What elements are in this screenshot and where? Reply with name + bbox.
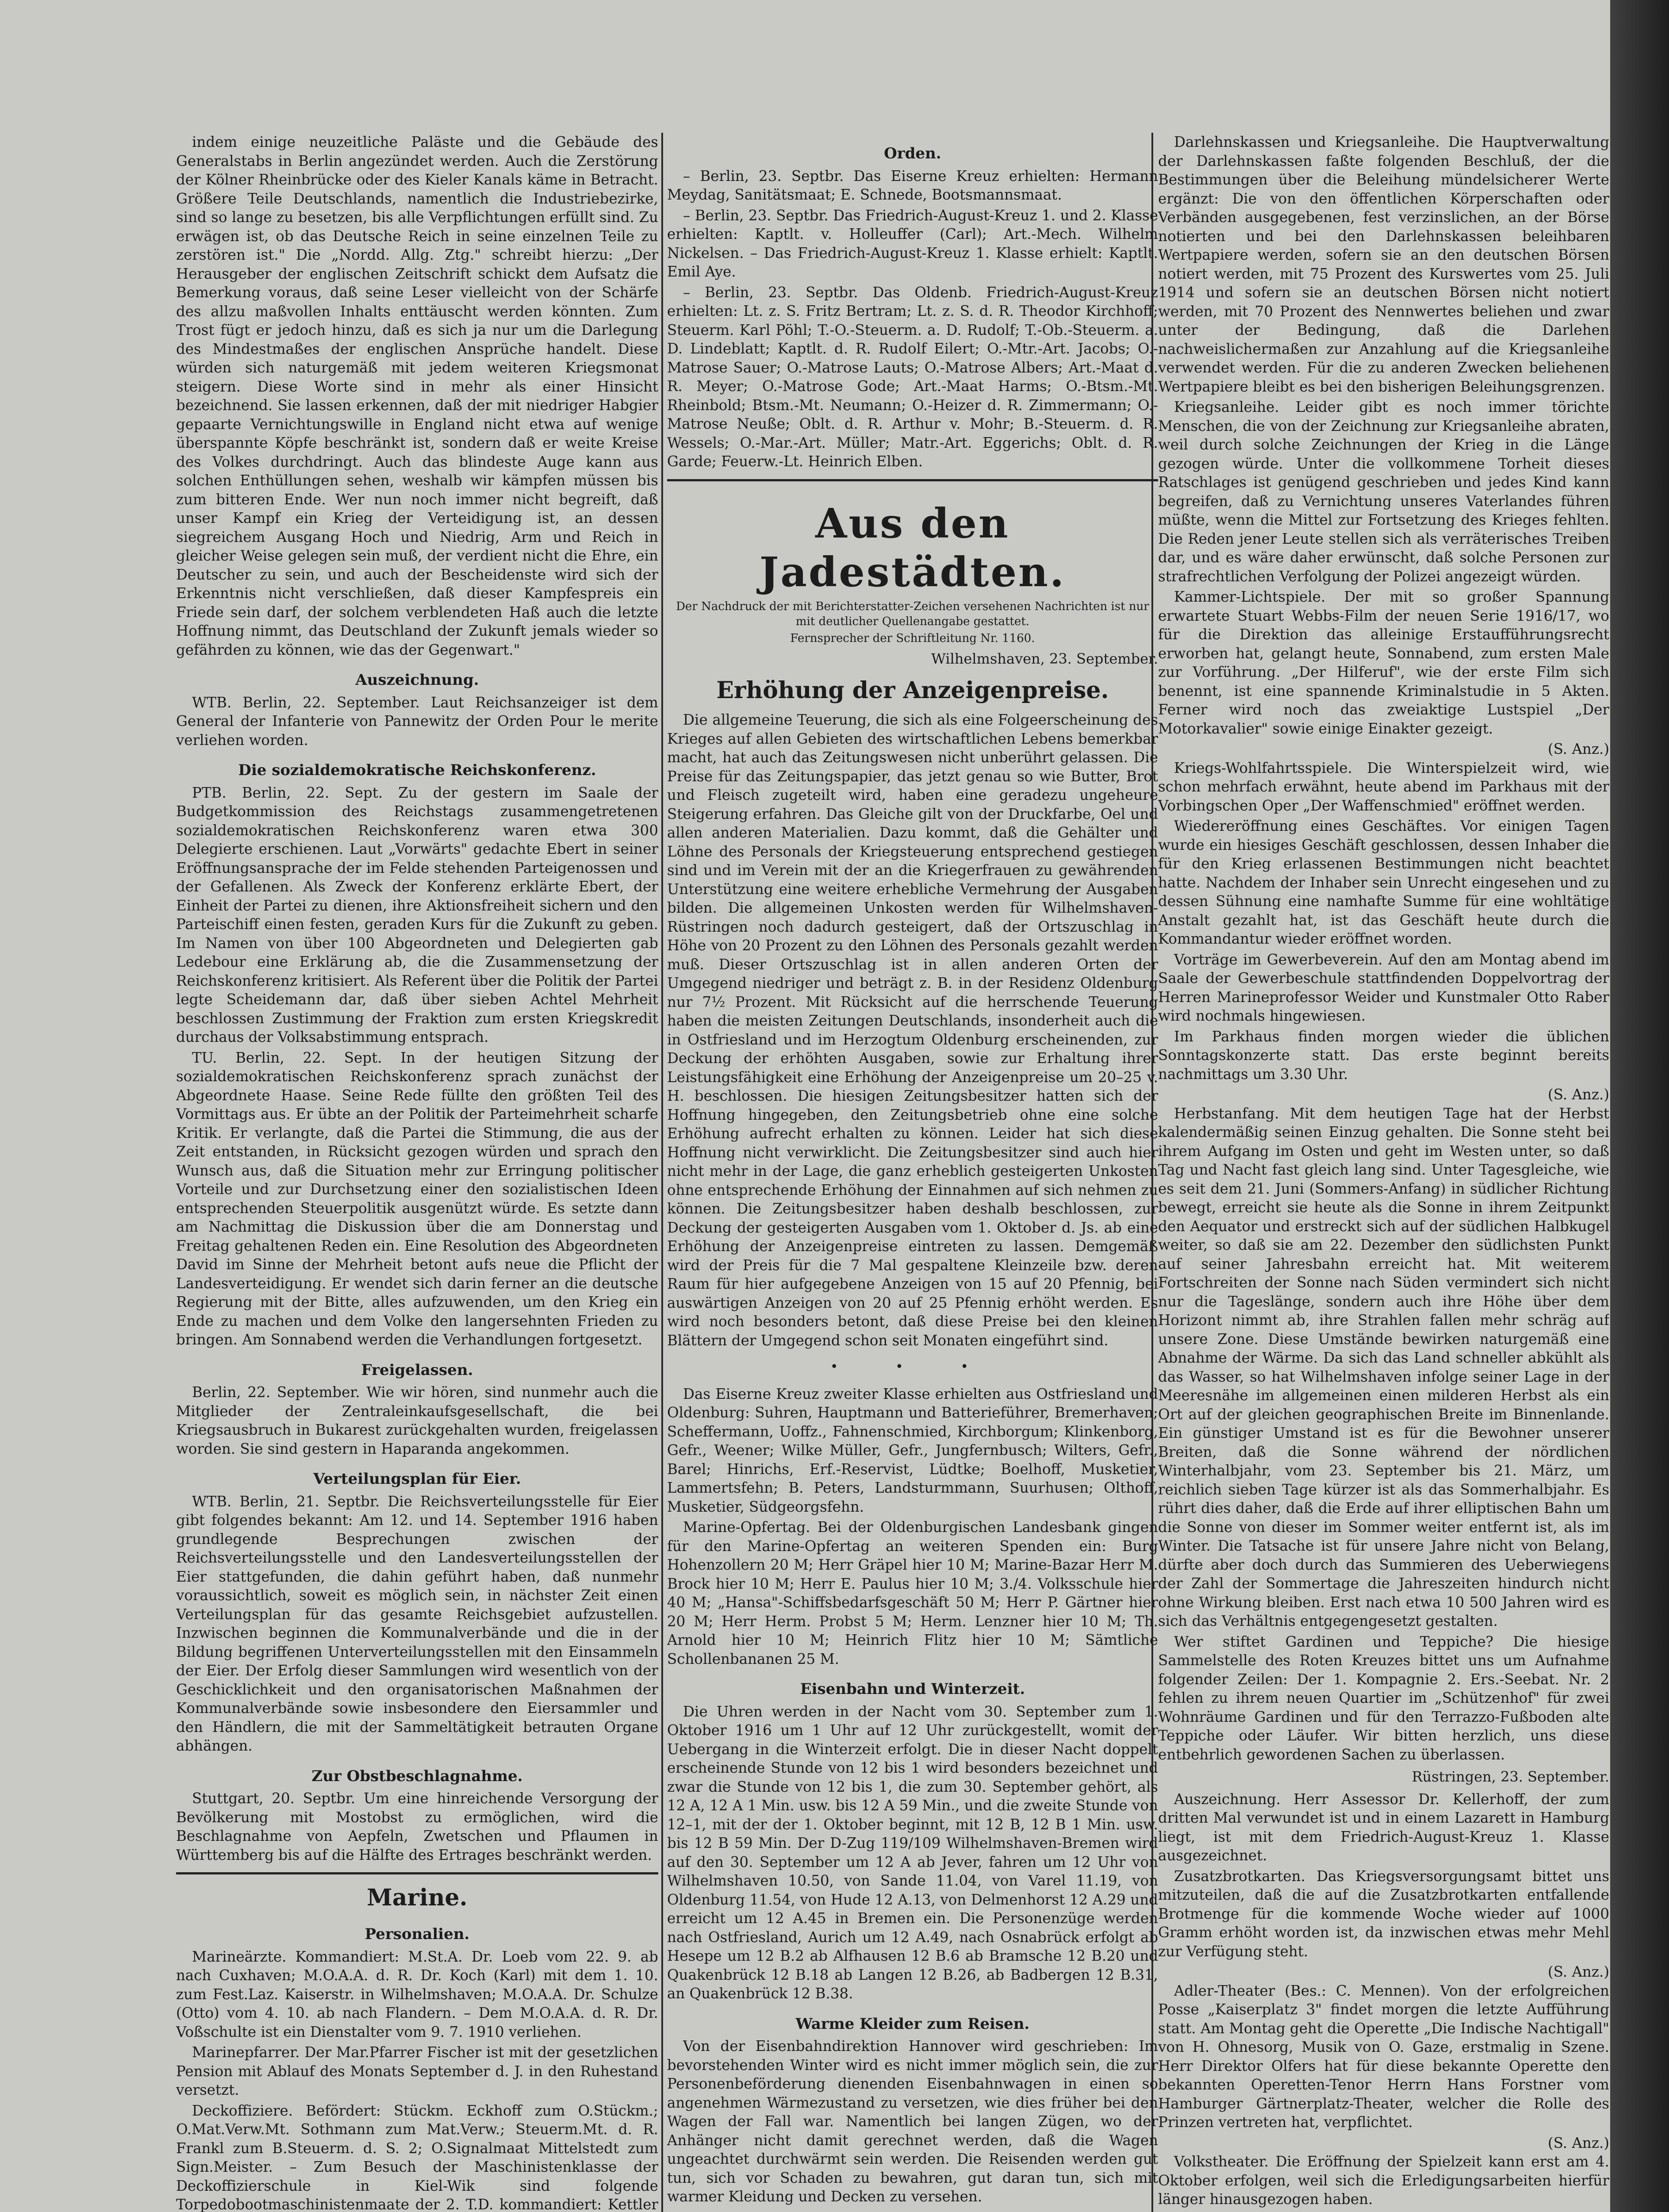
- reprint-note: Der Nachdruck der mit Berichterstatter-Zeichen versehenen Nachrichten ist nur mit deutlicher Quellenangabe gestattet.: [676, 599, 1149, 628]
- article-text: [1158, 2211, 1609, 2212]
- section-rule: [667, 479, 1158, 481]
- headline: Die sozialdemokratische Reichskonferenz.: [238, 761, 596, 779]
- article-text: Herbstanfang. Mit dem heutigen Tage hat der Herbst kalendermäßig seinen Einzug gehalten. Die Sonne steht bei ihrem Aufgang im Osten und geht im Westen unter, so daß Tag und Nacht fast gleich lang sind. Unter Tagesgleiche, wie es seit dem 21. Juni (Sommers-Anfang) in südlicher Richtung bewegt, erreicht sie heute als die Sonne in ihrem Zeitpunkt den Aequator und erstreckt sich auf der südlichen Halbkugel weiter, so daß sie am 22. Dezember den südlichsten Punkt auf seiner Jahresbahn erreicht hat. Mit weiterem Fortschreiten der Sonne nach Süden vermindert sich nicht nur die Tageslänge, sondern auch ihre Höhe über dem Horizont nimmt ab, ihre Strahlen fallen mehr schräg auf unsere Zone. Diese Umstände bewirken naturgemäß eine Abnahme der Wärme. Da sich das Land schneller abkühlt als das Wasser, so hat Wilhelmshaven infolge seiner Lage in der Meeresnähe im allgemeinen einen milderen Herbst als ein Ort auf der gleichen geographischen Breite im Binnenlande. Ein günstiger Umstand ist es für die Bewohner unserer Breiten, daß die Sonne während der nördlichen Winterhalbjahr, vom 23. September bis 21. März, um reichlich sieben Tage kürzer ist als das Sommerhalbjahr. Es rührt dies daher, daß die Erde auf ihrer elliptischen Bahn um die Sonne von dieser im Sommer weiter entfernt ist, als im Winter. Die Tatsache ist für unsere Jahre nicht von Belang, dürfte aber doch durch das Summieren des Ueberwiegens der Zahl der Sommertage die Jahreszeiten hindurch nicht ohne Wirkung bleiben. Erst nach etwa 10 500 Jahren wird es sich das Verhältnis entgegengesetzt gestalten.: [1158, 1105, 1609, 1629]
- article-text: Wiedereröffnung eines Geschäftes. Vor einigen Tagen wurde ein hiesiges Geschäft geschlossen, dessen Inhaber die für den Krieg erlassenen Bestimmungen nicht beachtet hatte. Nachdem der Inhaber sein Unrecht eingesehen und zu dessen Sühnung eine namhafte Summe für eine wohltätige Anstalt gezahlt hat, ist das Geschäft heute durch die Kommandantur wieder eröffnet worden.: [1158, 818, 1609, 947]
- section-title-marine: Marine.: [367, 1884, 468, 1911]
- article-text: Im Parkhaus finden morgen wieder die üblichen Sonntagskonzerte statt. Das erste beginnt bereits nachmittags um 3.30 Uhr.: [1158, 1028, 1609, 1083]
- headline: Orden.: [884, 145, 941, 162]
- article-text: Marineärzte. Kommandiert: M.St.A. Dr. Loeb vom 22. 9. ab nach Cuxhaven; M.O.A.A. d. R. Dr. Koch (Karl) mit dem 1. 10. zum Fest.Laz. Kaiserstr. in Wilhelmshaven; M.O.A.A. Dr. Schulze (Otto) vom 4. 10. ab nach Flandern. – Dem M.O.A.A. d. R. Dr. Voßschulte ist ein Dienstalter vom 9. 7. 1910 verliehen.: [176, 1948, 658, 2040]
- ad-reference: (S. Anz.): [1548, 2134, 1609, 2151]
- article-text: Volkstheater. Die Eröffnung der Spielzeit kann erst am 4. Oktober erfolgen, weil sich die Erledigungsarbeiten hierfür länger hinausgezogen haben.: [1158, 2153, 1609, 2208]
- article-text: Darlehnskassen und Kriegsanleihe. Die Hauptverwaltung der Darlehnskassen faßte folgenden Beschluß, der die Bestimmungen über die Beleihung mündelsicherer Werte ergänzt: Die von den öffentlichen Körperschaften oder Verbänden ausgegebenen, fest verzinslichen, an der Börse notierten und bei den Darlehnskassen beleihbaren Wertpapiere werden, sofern sie an den deutschen Börsen notiert werden, mit 75 Prozent des Kurswertes vom 25. Juli 1914 und sofern sie an deutschen Börsen nicht notiert werden, mit 70 Prozent des Nennwertes beliehen und zwar unter der Bedingung, daß die Darlehen nachweislichermaßen zur Anzahlung auf die Kriegsanleihe verwendet werden. Für die zu anderen Zwecken beliehenen Wertpapiere bleibt es bei den bisherigen Beleihungsgrenzen.: [1158, 134, 1609, 395]
- headline: Verteilungsplan für Eier.: [313, 1470, 521, 1488]
- article-text: Kammer-Lichtspiele. Der mit so großer Spannung erwartete Stuart Webbs-Film der neuen Serie 1916/17, wo für die Direktion das alleinige Erstaufführungsrecht erworben hat, gelangt heute, Sonnabend, zum ersten Male zur Vorführung. „Der Hilferuf", wie der erste Film sich benennt, ist eine spannende Kriminalstudie in 5 Akten. Ferner wird noch das zweiaktige Lustspiel „Der Motorkavalier" sowie einige Einakter gezeigt.: [1158, 588, 1609, 737]
- article-text: – Berlin, 23. Septbr. Das Eiserne Kreuz erhielten: Hermann Meydag, Sanitätsmaat; E. Schnede, Bootsmannsmaat.: [667, 167, 1158, 203]
- article-text: Kriegsanleihe. Leider gibt es noch immer törichte Menschen, die von der Zeichnung zur Kriegsanleihe abraten, weil durch solche Zeichnungen der Krieg in die Länge gezogen würde. Unter die vollkommene Torheit dieses Ratschlages ist genügend geschrieben und jedes Kind kann begreifen, daß zu Vernichtung unseres Vaterlandes führen müßte, wenn die Mittel zur Fortsetzung des Krieges fehlten. Die Reden jener Leute stellen sich als verräterisches Treiben dar, und es wäre daher erwünscht, daß solche Personen zur strafrechtlichen Verfolgung der Polizei angezeigt würden.: [1158, 399, 1609, 585]
- headline: Eisenbahn und Winterzeit.: [800, 1680, 1025, 1698]
- article-text: – Berlin, 23. Septbr. Das Friedrich-August-Kreuz 1. und 2. Klasse erhielten: Kaptlt. v. Holleuffer (Carl); Art.-Mech. Wilhelm Nickelsen. – Das Friedrich-August-Kreuz 1. Klasse erhielt: Kaptlt. Emil Aye.: [667, 207, 1158, 280]
- dateline: Wilhelmshaven, 23. September.: [931, 650, 1158, 667]
- headline: Freigelassen.: [361, 1361, 473, 1379]
- column-middle: [667, 133, 1158, 2212]
- headline: Zur Obstbeschlagnahme.: [311, 1767, 523, 1785]
- article-text: Deckoffiziere. Befördert: Stückm. Eckhoff zum O.Stückm.; O.Mat.Verw.Mt. Sothmann zum Mat.Verw.; Steuerm.Mt. d. R. Frankl zum B.Steuerm. d. S. 2; O.Signalmaat Mittelstedt zum Sign.Meister. – Zum Besuch der Maschinistenklasse der Deckoffizierschule in Kiel-Wik sind folgende Torpedobootmaschinistenmaate der 2. T.D. kommandiert: Kettler: [176, 2102, 658, 2212]
- article-text: Stuttgart, 20. Septbr. Um eine hinreichende Versorgung der Bevölkerung mit Mostobst zu ermöglichen, wird die Beschlagnahme von Aepfeln, Zwetschen und Pflaumen in Württemberg bis auf die Hälfte des Ertrages beschränkt werden.: [176, 1790, 658, 1863]
- column-rule: [661, 133, 663, 2212]
- article-text: Berlin, 22. September. Wie wir hören, sind nunmehr auch die Mitglieder der Zentraleinkaufsgesellschaft, die bei Kriegsausbruch in Bukarest zurückgehalten wurden, freigelassen worden. Sie sind gestern in Haparanda angekommen.: [176, 1384, 658, 1457]
- ad-reference: (S. Anz.): [1548, 1086, 1609, 1103]
- phone-note: Fernsprecher der Schriftleitung Nr. 1160.: [790, 631, 1035, 645]
- article-text: PTB. Berlin, 22. Sept. Zu der gestern im Saale der Budgetkommission des Reichstags zusammengetretenen sozialdemokratischen Reichskonferenz waren etwa 300 Delegierte erschienen. Laut „Vorwärts" gedachte Ebert in seiner Eröffnungsansprache der im Felde stehenden Parteigenossen und der Gefallenen. Als Zweck der Konferenz erklärte Ebert, der Einheit der Partei zu dienen, ihre Aktionsfreiheit sichern und den Parteischiff einen festen, geraden Kurs für die Zukunft zu geben. Im Namen von über 100 Abgeordneten und Delegierten gab Ledebour eine Erklärung ab, die die Zusammensetzung der Reichskonferenz kritisiert. Als Referent über die Politik der Partei legte Scheidemann dar, daß über sieben Achtel Mehrheit beschlossen Zustimmung der Fraktion zum ersten Kriegskredit durchaus der Volksabstimmung entsprach.: [176, 784, 658, 1045]
- article-text: Zusatzbrotkarten. Das Kriegsversorgungsamt bittet uns mitzuteilen, daß die auf die Zusatzbrotkarten entfallende Brotmenge für die kommende Woche wieder auf 1000 Gramm erhöht worden ist, da inzwischen etwas mehr Mehl zur Verfügung steht.: [1158, 1867, 1609, 1960]
- article-text: indem einige neuzeitliche Paläste und die Gebäude des Generalstabs in Berlin angezündet werden. Auch die Zerstörung der Kölner Rheinbrücke oder des Kieler Kanals käme in Betracht. Größere Teile Deutschlands, namentlich die Industriebezirke, sind so lange zu besetzen, bis alle Verpflichtungen erfüllt sind. Zu erwägen ist, ob das Deutsche Reich in seine einzelnen Teile zu zerstören ist." Die „Nordd. Allg. Ztg." schreibt hierzu: „Der Herausgeber der englischen Zeitschrift schickt dem Aufsatz die Bemerkung voraus, daß seine Leser vielleicht von der Schärfe des allzu maßvollen Inhalts enttäuscht werden könnten. Zum Trost fügt er jedoch hinzu, daß es sich ja nur um die Darlegung des Mindestmaßes der englischen Ansprüche handelt. Diese würden sich naturgemäß mit jedem weiteren Kriegsmonat steigern. Diese Worte sind in mehr als einer Hinsicht bezeichnend. Sie lassen erkennen, daß der mit niedriger Habgier gepaarte Vernichtungswille in England nicht etwa auf wenige überspannte Köpfe beschränkt ist, sondern daß er weite Kreise des Volkes durchdringt. Auch das blindeste Auge kann aus solchen Enthüllungen sehen, weshalb wir kämpfen müssen bis zum bitteren Ende. Wer nun noch immer nicht begreift, daß unser Kampf ein Krieg der Verteidigung ist, an dessen siegreichem Ausgang Hoch und Niedrig, Arm und Reich in gleicher Weise gelegen sein muß, der verdient nicht die Ehre, ein Deutscher zu sein, und auch der Bescheidenste wird sich der Erkenntnis nicht verschließen, daß dieser Kampfespreis ein Friede sein darf, der solchem verblendeten Haß auch die letzte Hoffnung nimmt, das Deutschland der Zukunft jemals wieder so gefährden zu können, wie das der Gegenwart.": [176, 134, 658, 658]
- article-text: Das Eiserne Kreuz zweiter Klasse erhielten aus Ostfriesland und Oldenburg: Suhren, Hauptmann und Batterieführer, Bremerhaven; Scheffermann, Uoffz., Fahnenschmied, Kirchborgum; Klinkenborg, Gefr., Weener; Wilke Müller, Gefr., Jungfernbusch; Wilters, Gefr., Barel; Hinrichs, Erf.-Reservist, Lüdtke; Boelhoff, Musketier, Lammertsfehn; B. Peters, Landsturmmann, Suurhusen; Olthoff, Musketier, Südgeorgsfehn.: [667, 1385, 1158, 1515]
- article-text: Die Uhren werden in der Nacht vom 30. September zum 1. Oktober 1916 um 1 Uhr auf 12 Uhr zurückgestellt, womit der Uebergang in die Winterzeit erfolgt. Die in dieser Nacht doppelt erscheinende Stunde von 12 bis 1 wird besonders bezeichnet und zwar die Stunde von 12 bis 1, die zum 30. September gehört, als 12 A, 12 A 1 Min. usw. bis 12 A 59 Min., und die zweite Stunde von 12–1, mit der der 1. Oktober beginnt, mit 12 B, 12 B 1 Min. usw. bis 12 B 59 Min. Der D-Zug 119/109 Wilhelmshaven-Bremen wird auf den 30. September um 12 A ab Jever, fahren um 12 Uhr von Wilhelmshaven 10.50, von Sande 11.04, von Varel 11.19, von Oldenburg 11.54, von Hude 12 A.13, von Delmenhorst 12 A.29 und erreicht um 12 A.45 in Bremen ein. Die Personenzüge werden nach Ostfriesland, Aurich um 12 A.49, nach Osnabrück erfolgt ab Hesepe um 12 B.2 ab Alfhausen 12 B.6 ab Bramsche 12 B.20 und Quakenbrück 12 B.18 ab Langen 12 B.26, ab Badbergen 12 B.31, an Quakenbrück 12 B.38.: [667, 1703, 1158, 2002]
- dateline: Rüstringen, 23. September.: [1412, 1768, 1609, 1785]
- headline: Erhöhung der Anzeigenpreise.: [716, 677, 1109, 704]
- article-text: Von der Eisenbahndirektion Hannover wird geschrieben: Im bevorstehenden Winter wird es nicht immer möglich sein, die zur Personenbeförderung dienenden Eisenbahnwagen in einen so angenehmen Wärmezustand zu versetzen, wie dies früher bei den Wagen der Fall war. Namentlich bei langen Zügen, wo der Anhänger nicht damit gerechnet werden, daß die Wagen ungeachtet durchwärmt sein werden. Die Reisenden werden gut tun, sich vor Schaden zu bewahren, gut daran tun, sich mit warmer Kleidung und Decken zu versehen.: [667, 2038, 1158, 2205]
- page-edge-shadow: [1610, 0, 1669, 2212]
- article-text: Die allgemeine Teuerung, die sich als eine Folgeerscheinung des Krieges auf allen Gebieten des wirtschaftlichen Lebens bemerkbar macht, hat auch das Zeitungswesen nicht unberührt gelassen. Die Preise für das Zeitungspapier, das jetzt genau so wie Butter, Brot und Fleisch zugeteilt wird, haben eine geradezu ungeheure Steigerung erfahren. Das Gleiche gilt von der Druckfarbe, Oel und allen anderen Materialien. Dazu kommt, daß die Gehälter und Löhne des Personals der Kriegsteuerung entsprechend gestiegen sind und im Verein mit der an die Kriegerfrauen zu gewährenden Unterstützung eine weitere erhebliche Vermehrung der Ausgaben bilden. Die allgemeinen Unkosten werden für Wilhelmshaven-Rüstringen noch dadurch gesteigert, daß der Ortszuschlag in Höhe von 20 Prozent zu den Löhnen des Personals gezahlt werden muß. Dieser Ortszuschlag ist in allen anderen Orten der Umgegend niedriger und beträgt z. B. in der Residenz Oldenburg nur 7½ Prozent. Mit Rücksicht auf die herrschende Teuerung haben die meisten Zeitungen Deutschlands, insonderheit auch die in Ostfriesland und im Herzogtum Oldenburg erscheinenden, zur Deckung der erhöhten Ausgaben, sowie zur Erhaltung ihrer Leistungsfähigkeit eine Erhöhung der Anzeigenpreise um 20–25 v. H. beschlossen. Die hiesigen Zeitungsbesitzer hatten sich der Hoffnung hingegeben, den Zeitungsbetrieb ohne eine solche Erhöhung aufrecht erhalten zu können. Leider hat sich diese Hoffnung nicht verwirklicht. Die Zeitungsbesitzer sind auch hier nicht mehr in der Lage, die ganz erheblich gesteigerten Unkosten ohne entsprechende Erhöhung der Einnahmen auf sich nehmen zu können. Die Zeitungsbesitzer haben deshalb beschlossen, zur Deckung der gesteigerten Ausgaben vom 1. Oktober d. Js. ab eine Erhöhung der Anzeigenpreise eintreten zu lassen. Demgemäß wird der Preis für die 7 Mal gespaltene Kleinzeile bzw. deren Raum für hier aufgegebene Anzeigen von 15 auf 20 Pfennig, bei auswärtigen Anzeigen von 20 auf 25 Pfennig erhöht werden. Es wird noch besonders betont, daß diese Preise bei den kleinen Blättern der Umgegend schon seit Monaten eingeführt sind.: [667, 711, 1158, 1349]
- article-text: TU. Berlin, 22. Sept. In der heutigen Sitzung der sozialdemokratischen Reichskonferenz sprach zunächst der Abgeordnete Haase. Seine Rede füllte den größten Teil des Vormittags aus. Er übte an der Politik der Parteimehrheit scharfe Kritik. Er verlangte, daß die Partei die Stimmung, die aus der Zeit entstanden, in Rücksicht gezogen würden und sprach den Wunsch aus, daß die Situation mehr zur Erringung politischer Vorteile und zur Durchsetzung einer den sozialistischen Ideen entsprechenden Steuerpolitik ausgenützt würde. Es setzte dann am Nachmittag die Diskussion über die am Donnerstag und Freitag gehaltenen Reden ein. Eine Resolution des Abgeordneten David im Sinne der Mehrheit betont aufs neue die Pflicht der Landesverteidigung. Er wendet sich darin ferner an die deutsche Regierung mit der Bitte, alles aufzuwenden, um den Krieg ein Ende zu machen und dem Volke den langersehnten Frieden zu bringen. Am Sonnabend werden die Verhandlungen fortgesetzt.: [176, 1049, 658, 1348]
- section-rule: [176, 1872, 658, 1874]
- column-left: [176, 133, 658, 2212]
- ad-reference: (S. Anz.): [1548, 1963, 1609, 1980]
- column-right: [1158, 133, 1609, 2212]
- article-text: Vorträge im Gewerbeverein. Auf den am Montag abend im Saale der Gewerbeschule stattfindenden Doppelvortrag der Herren Marineprofessor Weider und Kunstmaler Otto Raber wird nochmals hingewiesen.: [1158, 951, 1609, 1024]
- headline: Warme Kleider zum Reisen.: [795, 2015, 1030, 2033]
- article-text: Marinepfarrer. Der Mar.Pfarrer Fischer ist mit der gesetzlichen Pension mit Ablauf des Monats September d. J. in den Ruhestand versetzt.: [176, 2044, 658, 2098]
- headline: Personalien.: [364, 1925, 470, 1943]
- section-title: Aus den Jadestädten.: [759, 499, 1066, 596]
- article-text: Wer stiftet Gardinen und Teppiche? Die hiesige Sammelstelle des Roten Kreuzes bittet uns um Aufnahme folgender Zeilen: Der 1. Kompagnie 2. Ers.-Seebat. Nr. 2 fehlen zu ihrem neuen Quartier im „Schützenhof" für zwei Wohnräume Gardinen und für den Terrazzo-Fußboden alte Teppiche oder Läufer. Wir bitten herzlich, uns diese entbehrlich gewordenen Sachen zu überlassen.: [1158, 1633, 1609, 1763]
- article-text: Kriegs-Wohlfahrtsspiele. Die Winterspielzeit wird, wie schon mehrfach erwähnt, heute abend im Parkhaus mit der Vorbingschen Oper „Der Waffenschmied" eröffnet werden.: [1158, 759, 1609, 814]
- article-text: – Berlin, 23. Septbr. Das Oldenb. Friedrich-August-Kreuz erhielten: Lt. z. S. Fritz Bertram; Lt. z. S. d. R. Theodor Kirchhoff; Steuerm. Karl Pöhl; T.-O.-Steuerm. a. D. Rudolf; T.-Ob.-Steuerm. a. D. Lindeblatt; Kaptlt. d. R. Rudolf Eilert; O.-Mtr.-Art. Jacobs; O.-Matrose Sauer; O.-Matrose Lauts; O.-Matrose Albers; Art.-Maat d. R. Meyer; O.-Matrose Gode; Art.-Maat Harms; O.-Btsm.-Mt. Rheinbold; Btsm.-Mt. Neumann; O.-Heizer d. R. Zimmermann; O.-Matrose Neuße; Oblt. d. R. Arthur v. Mohr; B.-Steuerm. d. R. Wessels; O.-Mar.-Art. Müller; Matr.-Art. Eggerichs; Oblt. d. R. Garde; Feuerw.-Lt. Heinrich Elben.: [667, 284, 1158, 470]
- separator-dots: • • •: [830, 1359, 995, 1375]
- ad-reference: (S. Anz.): [1548, 741, 1609, 757]
- headline: Auszeichnung.: [355, 671, 479, 689]
- article-text: Auszeichnung. Herr Assessor Dr. Kellerhoff, der zum dritten Mal verwundet ist und in einem Lazarett in Hamburg liegt, ist mit dem Friedrich-August-Kreuz 1. Klasse ausgezeichnet.: [1158, 1790, 1609, 1864]
- article-text: Adler-Theater (Bes.: C. Mennen). Von der erfolgreichen Posse „Kaiserplatz 3" findet morgen die letzte Aufführung statt. Am Montag geht die Operette „Die Indische Nachtigall" von H. Ohnesorg, Musik von O. Gaze, erstmalig in Szene. Herr Direktor Olfers hat für diese bekannte Operette den bekannten Operetten-Tenor Herrn Hans Forstner vom Hamburger Gärtnerplatz-Theater, welcher die Rolle des Prinzen vertreten hat, verpflichtet.: [1158, 1982, 1609, 2131]
- article-text: WTB. Berlin, 22. September. Laut Reichsanzeiger ist dem General der Infanterie von Pannewitz der Orden Pour le merite verliehen worden.: [176, 694, 658, 749]
- article-text: Marine-Opfertag. Bei der Oldenburgischen Landesbank gingen für den Marine-Opfertag an weiteren Spenden ein: Burg Hohenzollern 20 M; Herr Gräpel hier 10 M; Marine-Bazar Herr M. Brock hier 10 M; Herr E. Paulus hier 10 M; 3./4. Volksschule hier 40 M; „Hansa"-Schiffsbedarfsgeschäft 50 M; Herr P. Gärtner hier 20 M; Herr Herm. Probst 5 M; Herm. Lenzner hier 10 M; Th. Arnold hier 10 M; Heinrich Flitz hier 10 M; Sämtliche Schollenbananen 25 M.: [667, 1519, 1158, 1667]
- article-text: WTB. Berlin, 21. Septbr. Die Reichsverteilungsstelle für Eier gibt folgendes bekannt: Am 12. und 14. September 1916 haben grundlegende Besprechungen zwischen der Reichsverteilungsstelle und den Landesverteilungsstellen der Eier stattgefunden, die dahin geführt haben, daß nunmehr voraussichtlich, soweit es möglich sein, in nächster Zeit einen Verteilungsplan für das gesamte Reichsgebiet aufzustellen. Inzwischen beginnen die Kommunalverbände und die in der Bildung begriffenen Unterverteilungsstellen mit den Einsammeln der Eier. Der Erfolg dieser Sammlungen wird wesentlich von der Geschicklichkeit und den organisatorischen Maßnahmen der Kommunalverbände sowie insbesondere den Eiersammler und den Händlern, die mit der Sammeltätigkeit betrauten Organe abhängen.: [176, 1493, 658, 1754]
